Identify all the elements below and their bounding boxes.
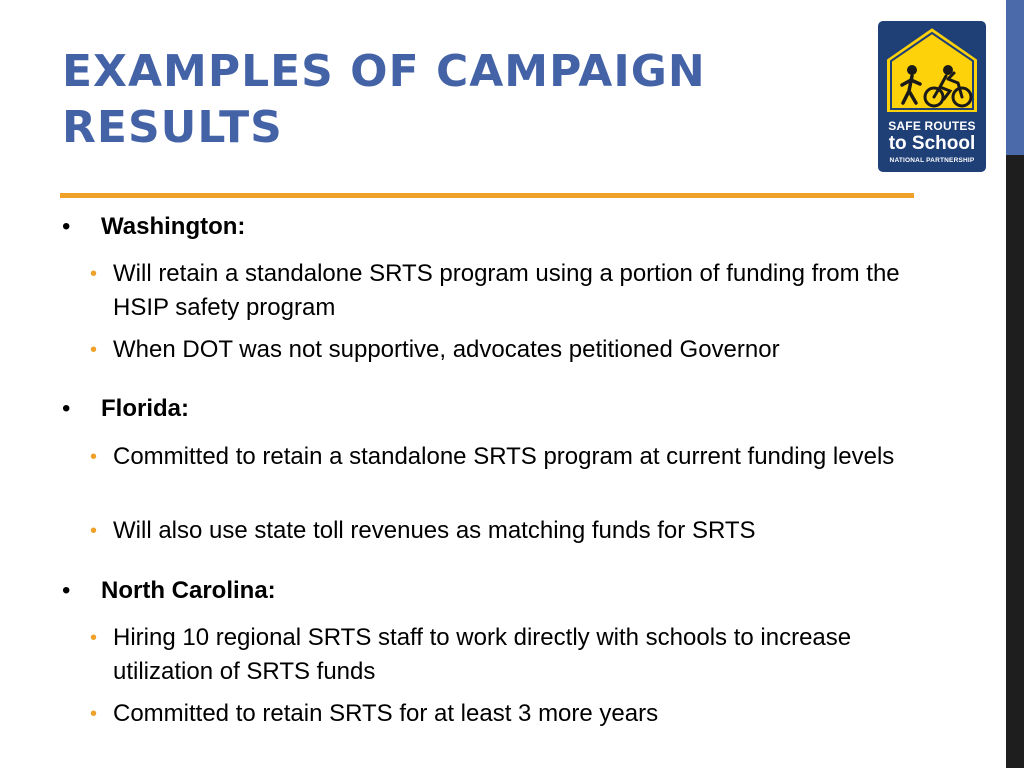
sub-bullet-icon: •	[90, 263, 98, 285]
school-sign-icon	[878, 21, 986, 121]
bullet-item-text: Committed to retain SRTS for at least 3 more years	[113, 700, 659, 727]
logo-text-line2: to School	[888, 133, 976, 154]
bullet-item-text: Will retain a standalone SRTS program using a portion of funding from the HSIP safety program	[113, 260, 900, 321]
side-bar-accent	[1006, 0, 1024, 155]
side-bar	[1006, 0, 1024, 768]
bullet-icon: •	[62, 395, 71, 422]
bullet-icon: •	[62, 213, 71, 240]
section-heading-label: Washington:	[101, 213, 246, 240]
page-title: EXAMPLES OF CAMPAIGN RESULTS	[62, 46, 706, 153]
bullet-item-text: Hiring 10 regional SRTS staff to work directly with schools to increase utilization of SRTS funds	[113, 624, 852, 685]
sub-bullet-icon: •	[90, 520, 98, 542]
bullet-item	[90, 514, 903, 548]
bullet-item-text: When DOT was not supportive, advocates petitioned Governor	[113, 336, 780, 363]
logo-text-line3: NATIONAL PARTNERSHIP	[889, 157, 975, 164]
safe-routes-logo	[878, 21, 986, 172]
bullet-item-text: Will also use state toll revenues as matching funds for SRTS	[113, 517, 756, 544]
section-heading-label: North Carolina:	[101, 577, 276, 604]
bullet-item	[90, 257, 903, 325]
logo-text-line1: SAFE ROUTES	[888, 119, 976, 133]
bullet-item	[90, 621, 903, 689]
bullet-item-text: Committed to retain a standalone SRTS program at current funding levels	[113, 443, 895, 470]
bullet-icon: •	[62, 577, 71, 604]
sub-bullet-icon: •	[90, 339, 98, 361]
sub-bullet-icon: •	[90, 627, 98, 649]
bullet-item	[90, 697, 903, 731]
bullet-item	[90, 440, 903, 474]
sub-bullet-icon: •	[90, 703, 98, 725]
section-heading-label: Florida:	[101, 395, 189, 422]
sub-bullet-icon: •	[90, 446, 98, 468]
title-divider	[60, 193, 914, 198]
bullet-item	[90, 333, 903, 367]
